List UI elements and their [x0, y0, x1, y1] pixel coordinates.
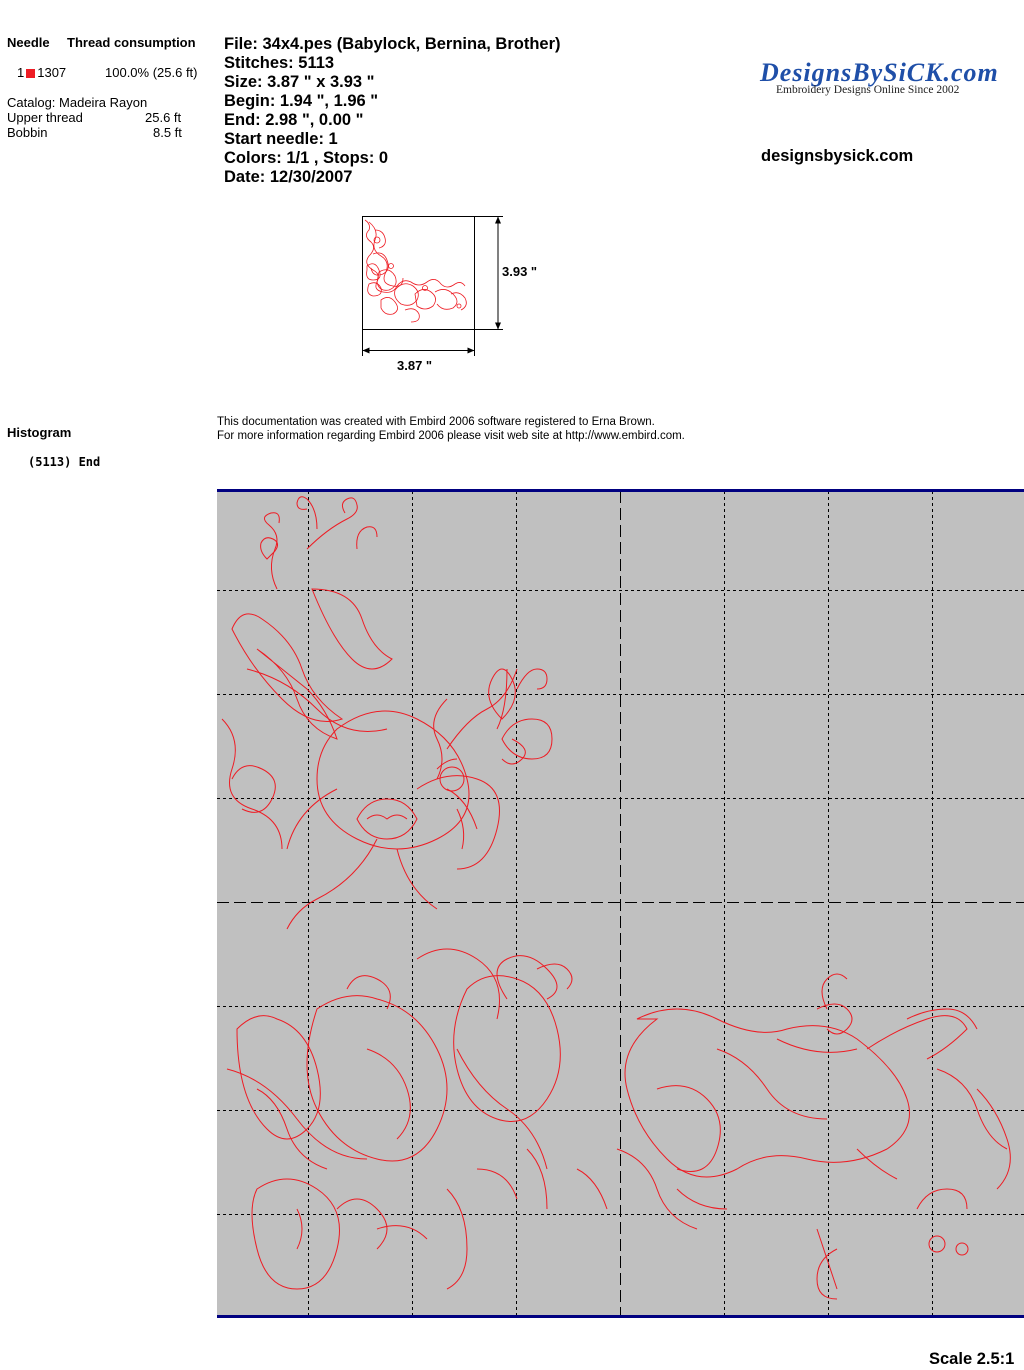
thread-row — [17, 65, 66, 80]
designsbysick-logo — [760, 58, 999, 96]
thread-color-swatch — [26, 69, 35, 78]
upper-thread-value: 25.6 ft — [145, 110, 182, 125]
file-name: File: 34x4.pes (Babylock, Bernina, Brother) — [224, 35, 561, 53]
logo-tagline: Embroidery Designs Online Since 2002 — [776, 84, 960, 96]
bobbin-label: Bobbin — [7, 125, 48, 140]
thread-consumption-header: Thread consumption — [67, 35, 196, 50]
thumbnail-height-label: 3.93 " — [502, 264, 538, 279]
needle-header: Needle — [7, 35, 50, 50]
stitch-count: Stitches: 5113 — [224, 54, 335, 72]
needle-number: 1 — [17, 65, 25, 80]
design-thumbnail — [355, 210, 515, 380]
website-url: designsbysick.com — [761, 147, 914, 165]
histogram-entry: (5113) End — [28, 455, 101, 469]
thumbnail-width-label: 3.87 " — [397, 358, 433, 373]
doc-note-line-2: For more information regarding Embird 2006 please visit web site at http://www.embird.com. — [217, 430, 685, 442]
colors-stops: Colors: 1/1 , Stops: 0 — [224, 149, 389, 167]
logo-wordmark: DesignsBySiCK.com — [760, 58, 999, 87]
documentation-note — [217, 415, 685, 443]
design-size: Size: 3.87 " x 3.93 " — [224, 73, 375, 91]
catalog-label: Catalog: Madeira Rayon — [7, 95, 148, 110]
begin-position: Begin: 1.94 ", 1.96 " — [224, 92, 379, 110]
design-preview-canvas — [217, 489, 1024, 1318]
doc-note-line-1: This documentation was created with Embird 2006 software registered to Erna Brown. — [217, 416, 655, 428]
bobbin-value: 8.5 ft — [153, 125, 182, 140]
start-needle: Start needle: 1 — [224, 130, 338, 148]
design-date: Date: 12/30/2007 — [224, 168, 353, 186]
thread-consumption: 100.0% (25.6 ft) — [105, 65, 198, 80]
histogram-title: Histogram — [7, 425, 72, 440]
upper-thread-label: Upper thread — [7, 110, 83, 125]
scale-label: Scale 2.5:1 — [929, 1350, 1015, 1368]
thread-code: 1307 — [37, 65, 67, 80]
file-info — [224, 35, 561, 187]
end-position: End: 2.98 ", 0.00 " — [224, 111, 364, 129]
